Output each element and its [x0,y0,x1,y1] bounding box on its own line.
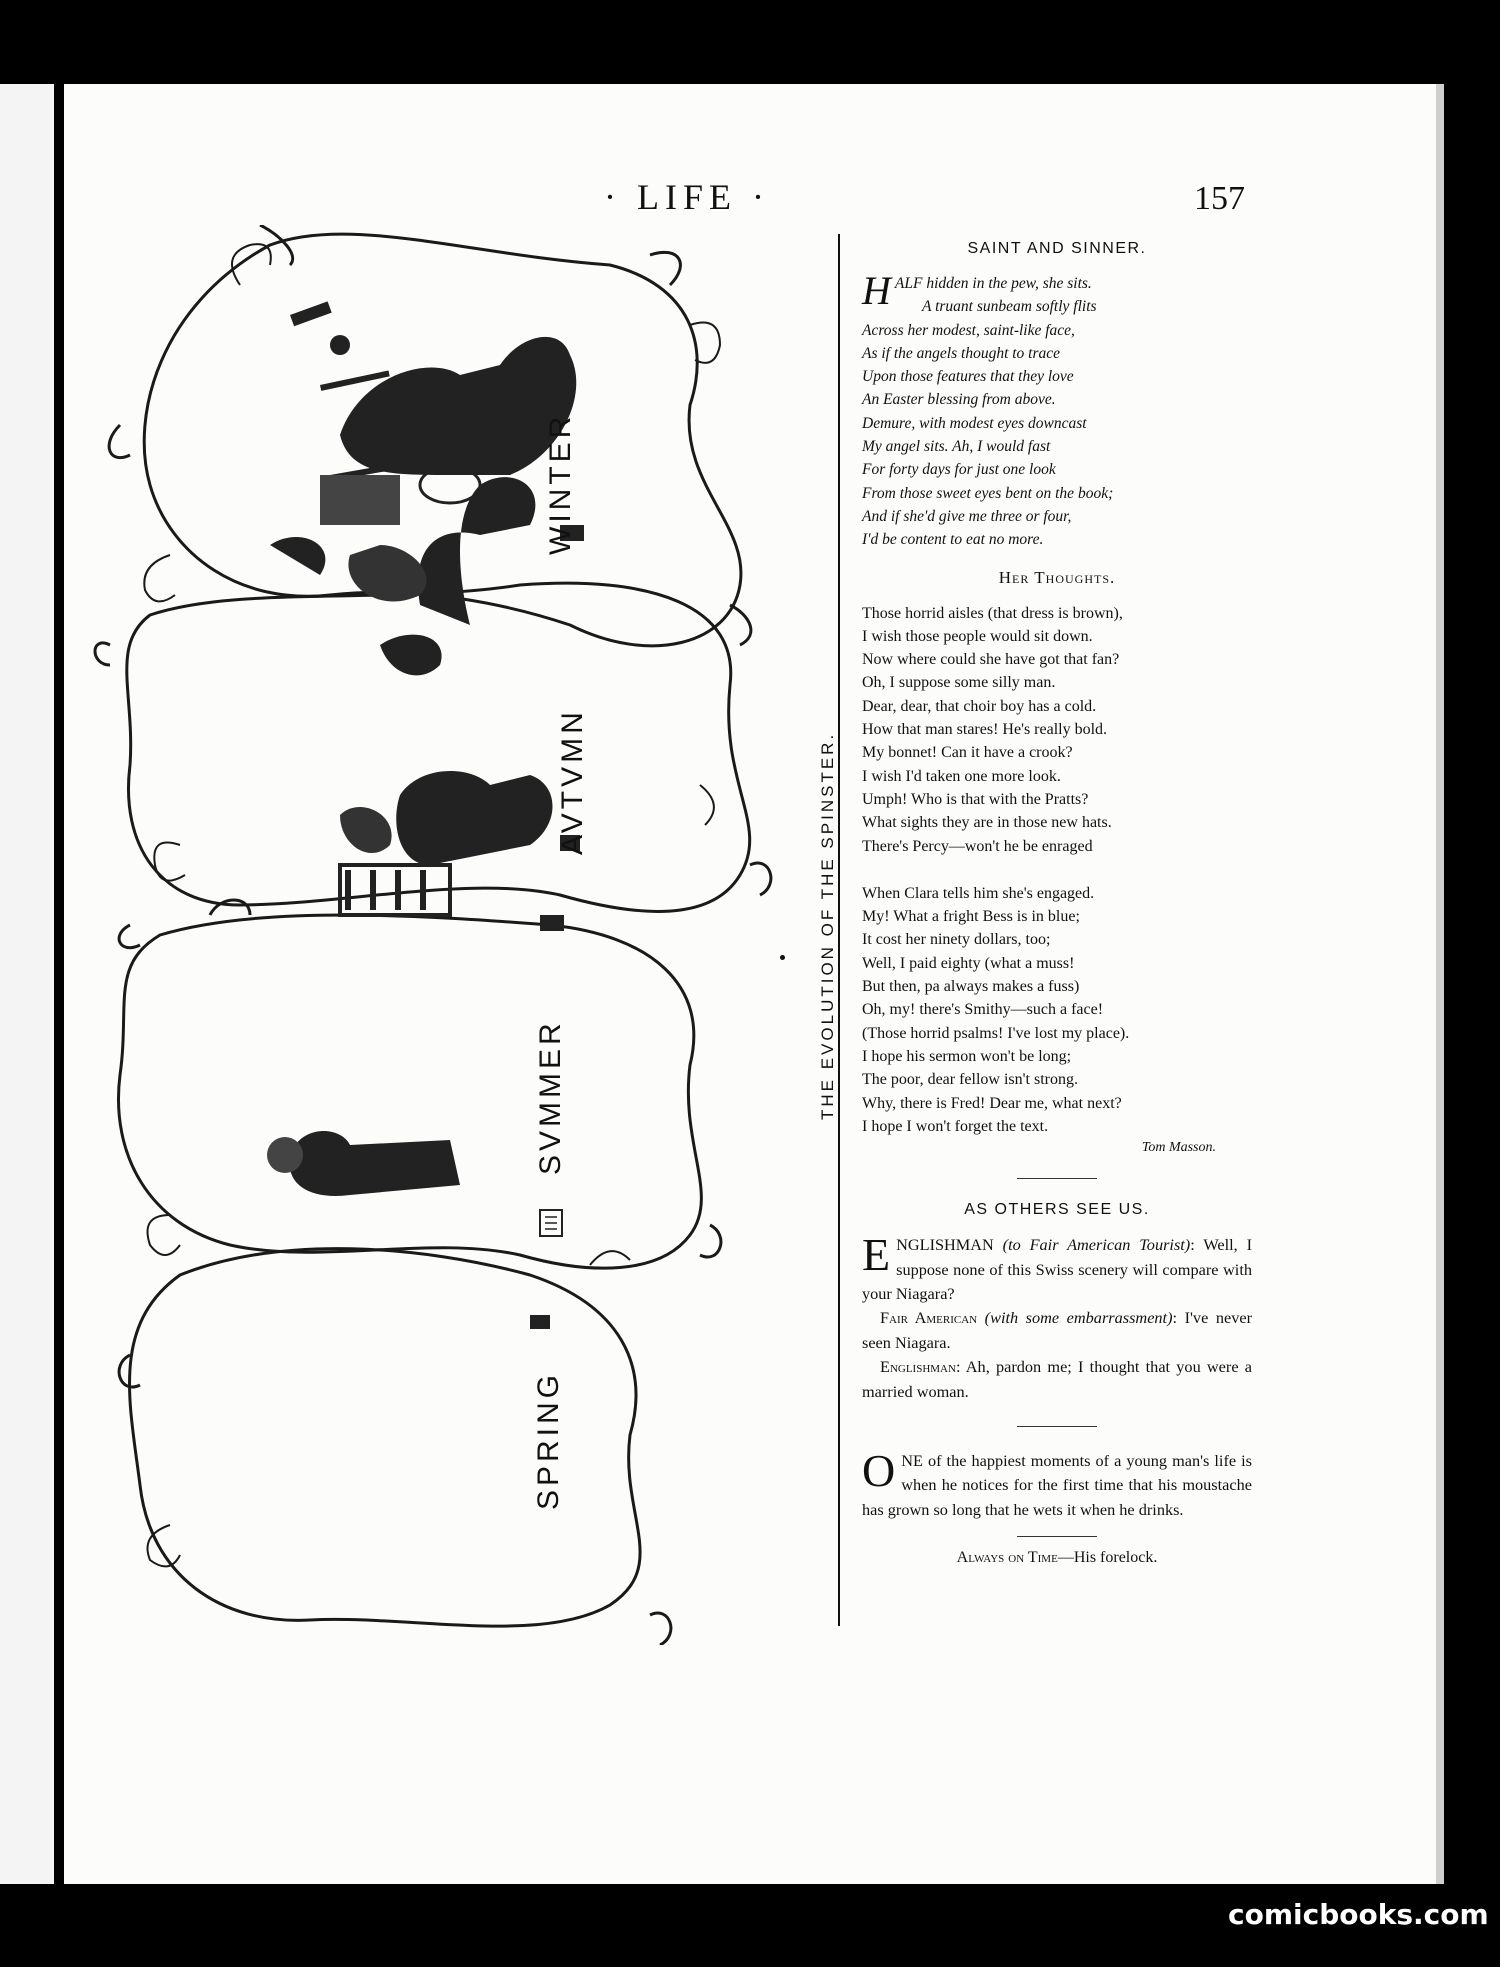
poem-line: I wish I'd taken one more look. [862,767,1061,785]
drop-cap: H [862,268,891,313]
speaker: Fair American [880,1308,978,1328]
magazine-title: · LIFE · [604,177,770,217]
poem-line: Demure, with modest eyes downcast [862,414,1087,432]
dialogue-text: : Ah, pardon me; I thought that you were a married woman. [862,1357,1252,1401]
text-column [862,240,1252,1567]
stage-direction: (to Fair American Tourist) [1002,1235,1191,1255]
poem-line: Oh, I suppose some silly man. [862,674,1056,692]
poem-line: Dear, dear, that choir boy has a cold. [862,697,1097,715]
site-watermark: comicbooks.com [1228,1898,1489,1931]
paragraph-text: NE of the happiest moments of a young man's life is when he notices for the first time that his moustache has grown so long that he wets it when he drinks. [862,1450,1252,1519]
poem-line: ALF hidden in the pew, she sits. [894,275,1092,292]
poem-line: The poor, dear fellow isn't strong. [862,1071,1078,1089]
author-signature: Tom Masson. [1141,1140,1216,1156]
poem-line: My angel sits. Ah, I would fast [862,438,1051,456]
poem-line: But then, pa always makes a fuss) [862,978,1080,996]
poem-line: Oh, my! there's Smithy—such a face! [862,1001,1104,1019]
poem-line: Now where could she have got that fan? [862,651,1120,669]
page-number: 157 [1194,180,1245,217]
dialogue-englishman [862,1229,1252,1306]
saint-and-sinner-title: SAINT AND SINNER. [967,240,1147,257]
poem-line: My bonnet! Can it have a crook? [862,744,1073,762]
autumn-label: AVTVMN [556,708,589,855]
poem-line: From those sweet eyes bent on the book; [862,484,1114,502]
poem-line: Upon those features that they love [862,368,1074,386]
title-ornament-dot [780,955,785,960]
poem-line: I hope I won't forget the text. [862,1117,1049,1135]
poem-line: Those horrid aisles (that dress is brown), [862,604,1123,622]
always-on-time-line [862,1549,1252,1567]
dialogue-fair-american [862,1306,1252,1355]
binding-margin [0,84,56,1884]
poem-line: There's Percy—won't he be enraged [862,837,1093,855]
as-others-see-us-title: AS OTHERS SEE US. [964,1201,1150,1219]
poem-line: (Those horrid psalms! I've lost my place). [862,1024,1130,1042]
spring-label: SPRING [532,1370,565,1510]
drop-cap: O [862,1444,896,1496]
poem-line: What sights they are in those new hats. [862,814,1112,832]
her-thoughts-title: Her Thoughts. [998,567,1116,587]
winter-label: WINTER [544,412,577,555]
poem-line: An Easter blessing from above. [862,391,1056,409]
speaker: Englishman [880,1357,956,1377]
her-thoughts-stanza-2 [862,882,1252,1138]
illustration-title: THE EVOLUTION OF THE SPINSTER. [818,731,837,1120]
column-rule [838,234,840,1626]
summer-figure [340,771,564,931]
poem-line: It cost her ninety dollars, too; [862,931,1051,949]
stage-direction: (with some embarrassment) [984,1308,1173,1328]
poem-line: I'd be content to eat no more. [862,531,1044,549]
dialogue-englishman-reply [862,1355,1252,1404]
poem-line: As if the angels thought to trace [862,344,1061,362]
section-divider [1017,1178,1097,1179]
spring-figure [267,1131,550,1329]
spinster-illustration [90,225,810,1645]
poem-line: And if she'd give me three or four, [862,507,1072,525]
lead-phrase: Always on Time [956,1549,1058,1567]
dialogue-text: : Well, I suppose none of this Swiss scenery will compare with your Niagara? [862,1235,1252,1303]
punchline: —His forelock. [1057,1549,1158,1567]
section-divider [1017,1426,1097,1427]
her-thoughts-stanza-1 [862,602,1252,858]
poem-line: Umph! Who is that with the Pratts? [862,790,1089,808]
poem-line: When Clara tells him she's engaged. [862,884,1095,902]
speaker: NGLISHMAN [896,1235,994,1255]
saint-and-sinner-poem [862,268,1252,552]
section-divider [1017,1536,1097,1537]
summer-label: SVMMER [534,1019,567,1175]
poem-line: I hope his sermon won't be long; [862,1047,1072,1065]
page-edge-shadow [1436,84,1444,1884]
poem-line: For forty days for just one look [862,461,1056,479]
poem-line: Across her modest, saint-like face, [862,321,1075,339]
poem-line: Well, I paid eighty (what a muss! [862,954,1075,972]
binding-edge [54,84,64,1884]
poem-line: I wish those people would sit down. [862,627,1093,645]
poem-line: My! What a fright Bess is in blue; [862,908,1080,926]
dialogue-text: : I've never seen Niagara. [862,1308,1253,1352]
moustache-paragraph [862,1444,1252,1522]
poem-line: A truant sunbeam softly flits [922,298,1097,316]
poem-line: How that man stares! He's really bold. [862,721,1108,739]
summer-frame [118,915,701,1268]
drop-cap: E [862,1229,891,1281]
poem-line: Why, there is Fred! Dear me, what next? [862,1094,1122,1112]
